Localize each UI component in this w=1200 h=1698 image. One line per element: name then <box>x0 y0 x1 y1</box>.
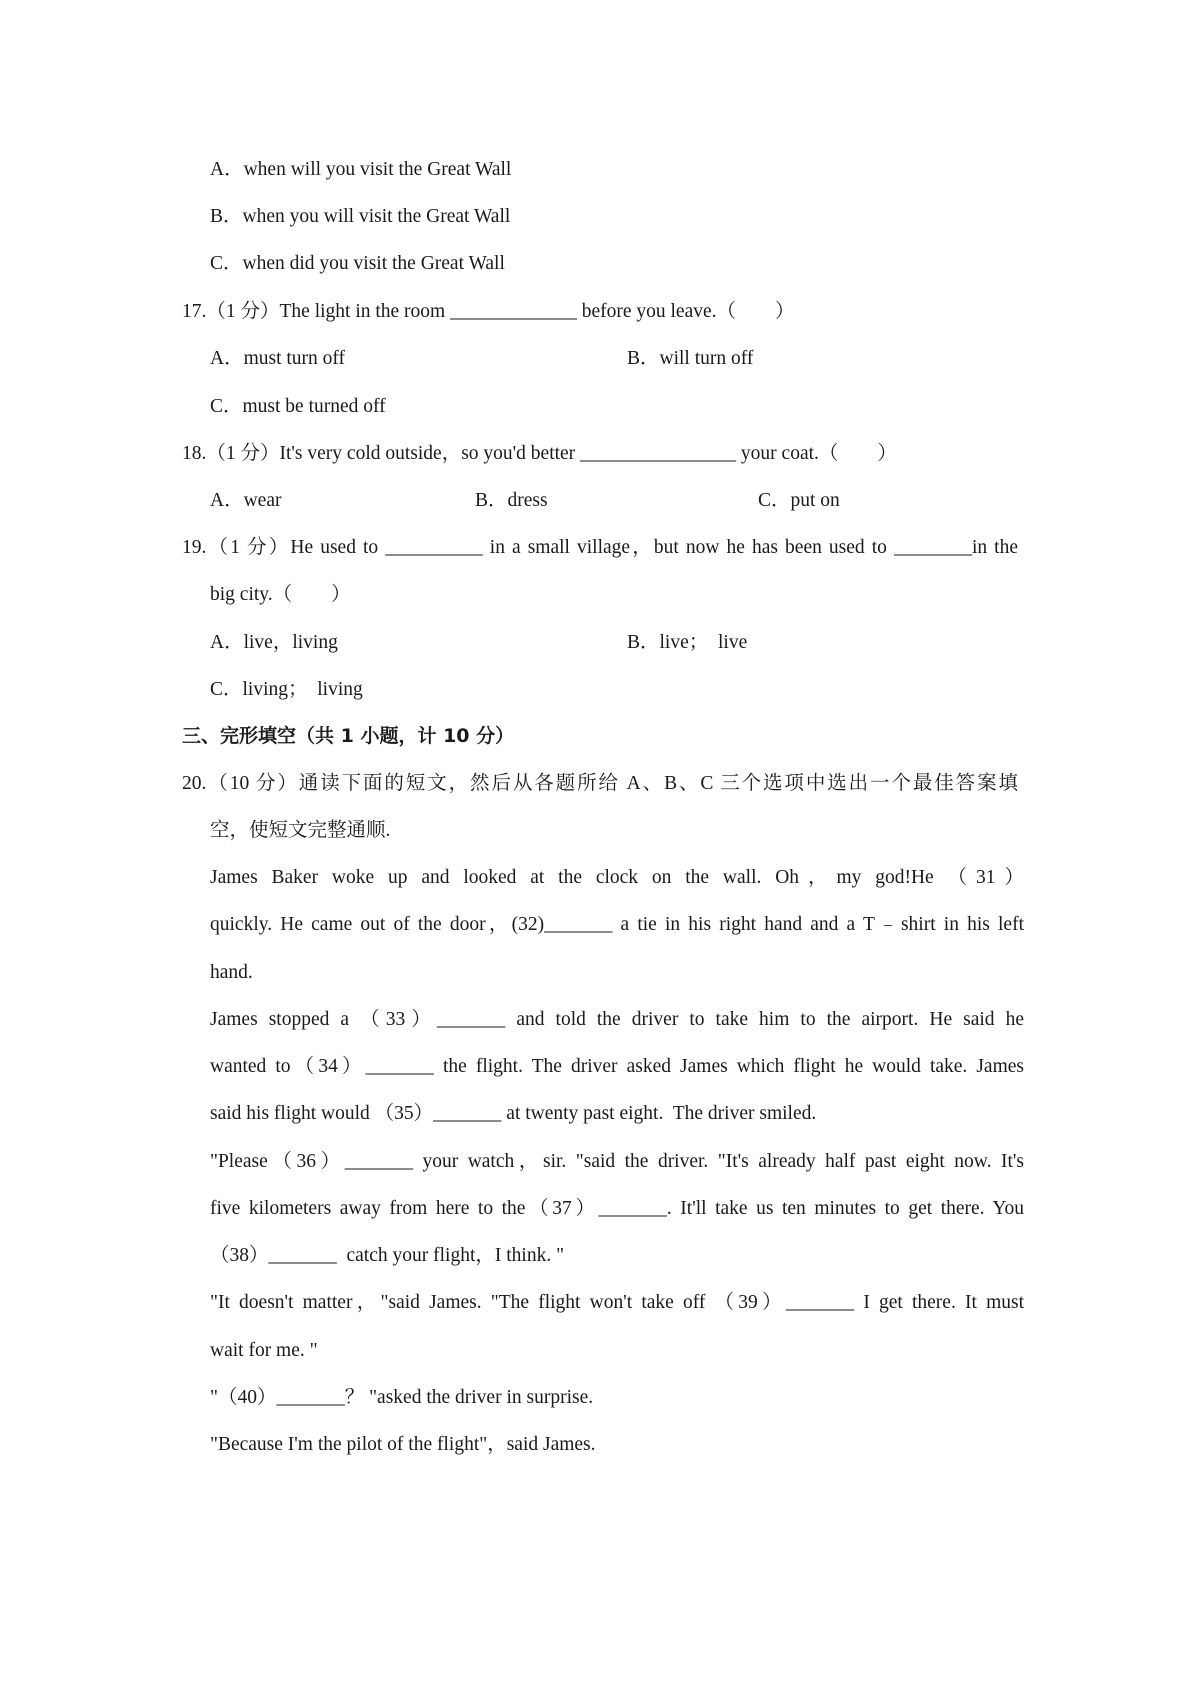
passage-line: wanted to（34）_______ the flight. The driver asked James which flight he would take. James <box>210 1056 1024 1077</box>
q20-stem-line2: 空，使短文完整通顺. <box>210 820 391 841</box>
q19-option-b: B．live； live <box>627 632 748 653</box>
passage-line: "Please（36）_______ your watch，sir. "said the driver. "It's already half past eight now. It's <box>210 1151 1024 1172</box>
passage-line: "It doesn't matter，"said James. "The flight won't take off （39）_______ I get there. It must <box>210 1292 1024 1313</box>
passage-line: （38）_______ catch your flight，I think. " <box>210 1245 565 1266</box>
passage-line: hand. <box>210 962 253 983</box>
section-3-heading: 三、完形填空（共 1 小题，计 10 分） <box>182 725 515 747</box>
q19-stem-line1: 19.（1 分）He used to __________ in a small village，but now he has been used to ________in the <box>182 537 1018 558</box>
q19-option-a: A．live，living <box>210 632 338 653</box>
passage-line: "（40）_______？ "asked the driver in surprise. <box>210 1387 594 1408</box>
passage-line: wait for me. " <box>210 1340 318 1361</box>
q18-stem: 18.（1 分）It's very cold outside，so you'd better ________________ your coat.（ ） <box>182 443 897 464</box>
passage-line: said his flight would （35）_______ at twenty past eight. The driver smiled. <box>210 1103 817 1124</box>
q18-option-a: A．wear <box>210 490 282 511</box>
q17-option-c: C．must be turned off <box>210 396 386 417</box>
passage-line: James stopped a （33）_______ and told the driver to take him to the airport. He said he <box>210 1009 1024 1030</box>
q16-option-b: B．when you will visit the Great Wall <box>210 206 511 227</box>
q16-option-a: A．when will you visit the Great Wall <box>210 159 512 180</box>
passage-line: James Baker woke up and looked at the clock on the wall. Oh，my god!He （31） <box>210 867 1024 888</box>
q17-option-a: A．must turn off <box>210 348 346 369</box>
q18-option-c: C．put on <box>758 490 840 511</box>
q17-stem: 17.（1 分）The light in the room _____________ before you leave.（ ） <box>182 301 795 322</box>
q16-option-c: C．when did you visit the Great Wall <box>210 253 505 274</box>
q19-option-c: C．living； living <box>210 679 363 700</box>
q19-stem-line2: big city.（ ） <box>210 584 351 605</box>
q17-option-b: B．will turn off <box>627 348 754 369</box>
q18-option-b: B．dress <box>475 490 548 511</box>
passage-line: "Because I'm the pilot of the flight"，said James. <box>210 1434 596 1455</box>
passage-line: five kilometers away from here to the（37）_______. It'll take us ten minutes to get there. You <box>210 1198 1024 1219</box>
passage-line: quickly. He came out of the door，(32)_______ a tie in his right hand and a T﹣shirt in his left <box>210 914 1024 935</box>
q20-stem-line1: 20.（10 分）通读下面的短文，然后从各题所给 A、B、C 三个选项中选出一个最佳答案填 <box>182 773 1018 794</box>
